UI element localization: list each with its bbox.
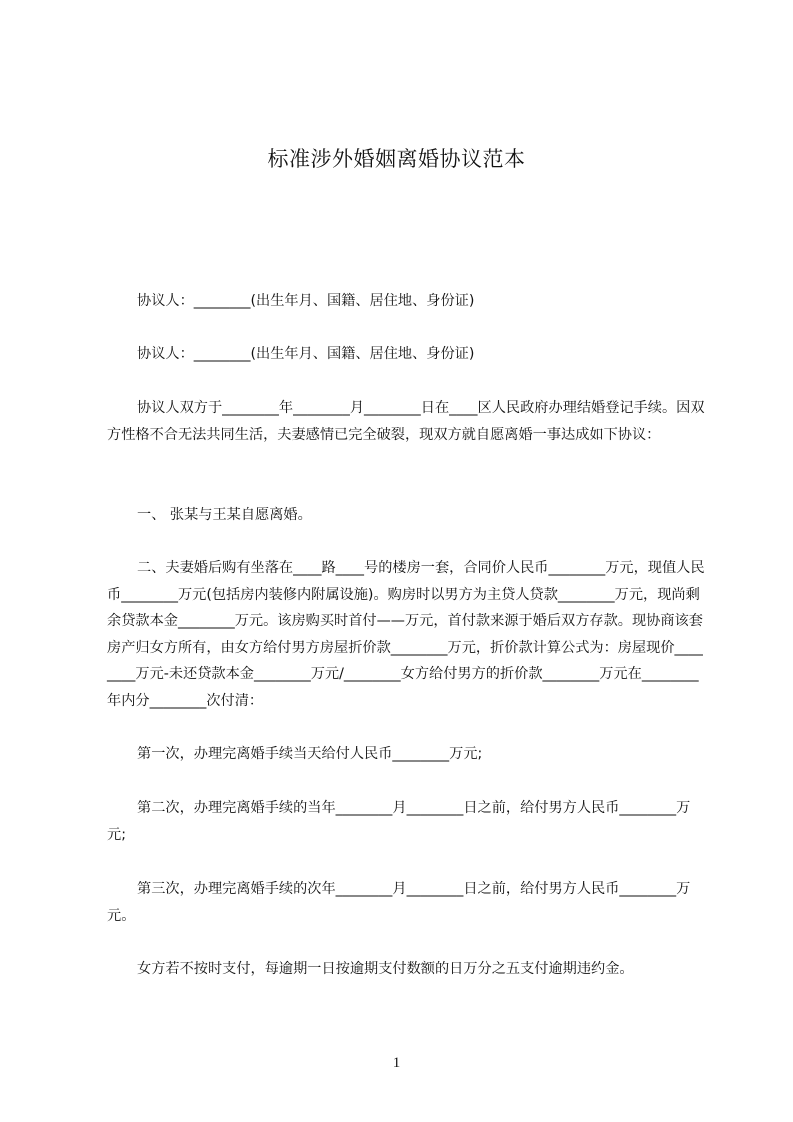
document-title: 标准涉外婚姻离婚协议范本 — [267, 147, 526, 171]
page-number: 1 — [392, 1055, 401, 1071]
paragraph-payment-1: 第一次，办理完离婚手续当天给付人民币________万元; — [137, 746, 483, 762]
paragraph-marriage-info: 协议人双方于________年________月________日在____区人民政府办理结婚登记手续。因双方性格不合无法共同生活，夫妻感情已完全破裂，现双方就自愿离婚一事达成如下协议： — [107, 400, 705, 443]
paragraph-party-2: 协议人：________(出生年月、国籍、居住地、身份证) — [137, 346, 475, 362]
paragraph-payment-2: 第二次，办理完离婚手续的当年________月________日之前，给付男方人民币________万元; — [107, 800, 691, 843]
paragraph-clause-2-property: 二、夫妻婚后购有坐落在____路____号的楼房一套，合同价人民币________万元，现值人民币________万元(包括房内装修内附属设施)。购房时以男方为主贷人贷款________万元，现尚剩余贷款本金________万元。该房购买时首付——万元，首付款来源于婚后双方存款。现协商该套房产归女方所有，由女方给付男方房屋折价款________万元，折价款计算公式为：房屋现价________万元-未还贷款本金________万元/________女方给付男方的折价款________万元在________年内分________次付清： — [107, 560, 705, 709]
paragraph-payment-3: 第三次，办理完离婚手续的次年________月________日之前，给付男方人民币________万元。 — [107, 881, 691, 924]
paragraph-penalty: 女方若不按时支付，每逾期一日按逾期支付数额的日万分之五支付逾期违约金。 — [137, 961, 634, 977]
paragraph-clause-1: 一、 张某与王某自愿离婚。 — [137, 507, 312, 523]
paragraph-party-1: 协议人：________(出生年月、国籍、居住地、身份证) — [137, 293, 475, 309]
